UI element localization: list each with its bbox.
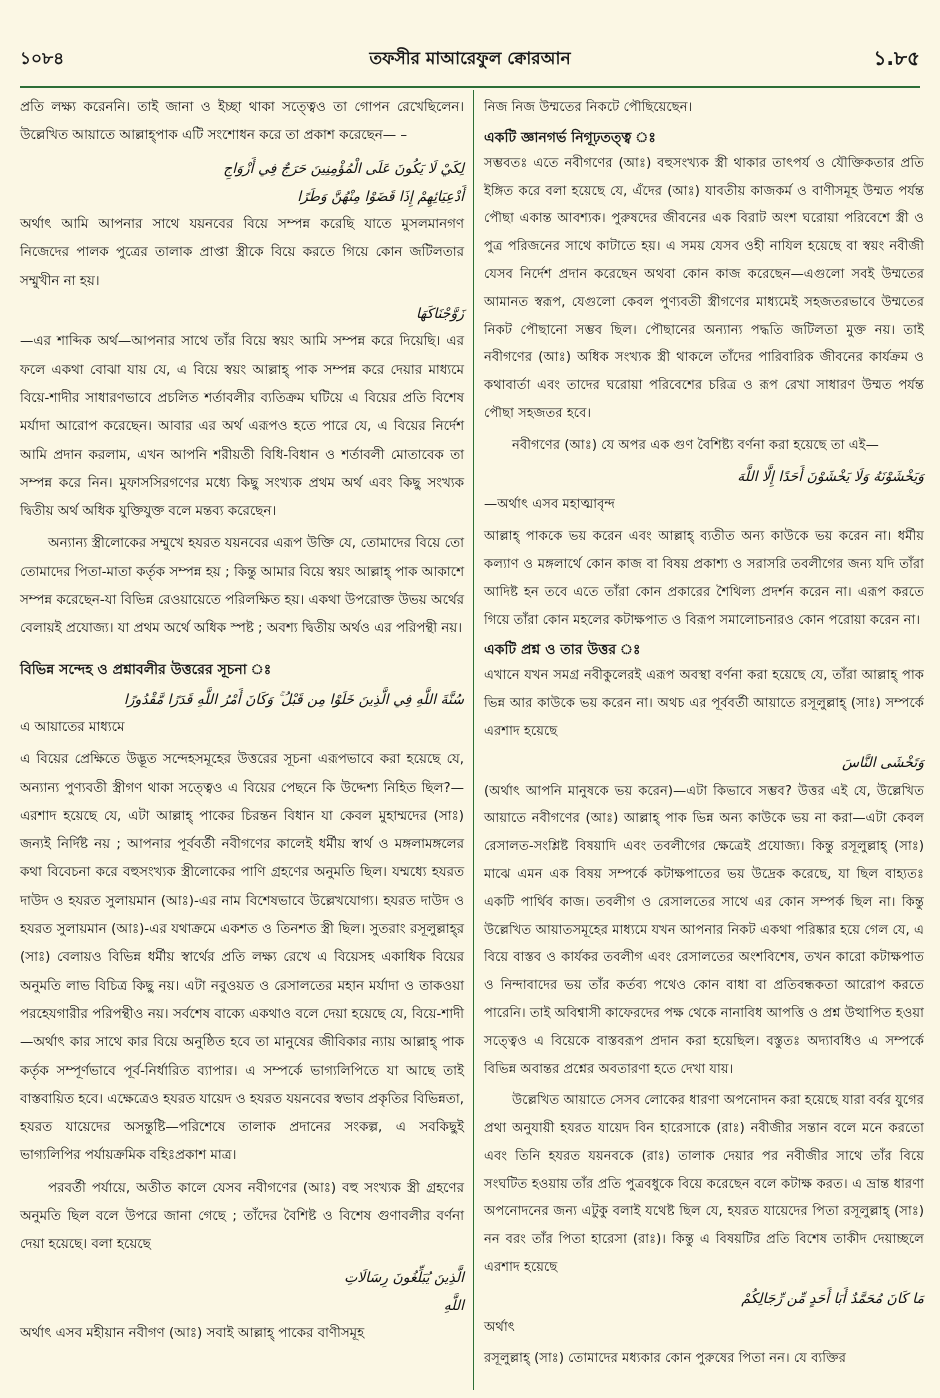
heading-wisdom: একটি জ্ঞানগর্ভ নিগূঢ়তত্ত্ব ঃ	[484, 129, 656, 146]
right-paragraph-6: (অর্থাৎ আপনি মানুষকে ভয় করেন)—এটা কিভাবে সম্ভব? উত্তর এই যে, উল্লেখিত আয়াতে নবীগণের (আঃ) আল্লাহ্‌ পাক ভিন্ন অন্য কাউকে ভয় না করা—এটা কেবল রেসালত-সংশ্লিষ্ট বিষয়াদি এবং তবলীগের ক্ষেত্রেই প্রযোজ্য। কিন্তু রসূলুল্লাহ্‌ (সাঃ) মাঝে এমন এক বিষয় সম্পর্কে কটাক্ষপাতের ভয় উদ্রেক করেছে, যা ছিল বাহ্যতঃ একটি পার্থিব কাজ। তবলীগ ও রেসালতের সাথে এর কোন সম্পর্ক ছিল না। কিন্তু উল্লেখিত আয়াতসমূহের মাধ্যমে যখন আপনার নিকট একথা পরিষ্কার হয়ে গেল যে, এ বিয়ে বাস্তব ও কার্যকর তবলীগ এবং রেসালতের অংশবিশেষ, তখন কারো কটাক্ষপাত ও নিন্দাবাদের ভয় তাঁর কর্তব্য পথেও কোন বাধা বা প্রতিবন্ধকতা আরোপ করতে পারেনি। তাই অবিশ্বাসী কাফেরদের পক্ষ থেকে নানাবিধ আপত্তি ও প্রশ্ন উত্থাপিত হওয়া সত্ত্বেও এ বিয়েকে বাস্তবরূপ প্রদান করা হয়েছিল। বস্তুতঃ অদ্যাবধিও এ সম্পর্কে বিভিন্ন অবান্তর প্রশ্নের অবতারণা হতে দেখা যায়।	[484, 783, 924, 1077]
arabic-verse-2: أَدْعِيَائِهِمْ إِذَا قَضَوْا مِنْهُنَّ وَطَرًا	[297, 188, 464, 205]
right-paragraph-4: আল্লাহ্‌ পাককে ভয় করেন এবং আল্লাহ্‌ ব্যতীত অন্য কাউকে ভয় করেন না। ধর্মীয় কল্যাণ ও মঙ্গলার্থে কোন কাজ বা বিষয় প্রকাশ্য ও সরাসরি তবলীগের জন্য যদি তাঁরা আদিষ্ট হন তবে এতে তাঁরা কোন প্রকারের শৈথিল্য প্রদর্শন করেন না। এরূপ করতে গিয়ে তাঁরা কোন মহলের কটাক্ষপাত ও বিরূপ সমালোচনারও কোন পরোয়া করেন না।	[484, 529, 924, 628]
right-paragraph-4a: —অর্থাৎ এসব মহাত্মাবৃন্দ	[484, 497, 616, 513]
right-paragraph-1: নিজ নিজ উম্মতের নিকটে পৌছিয়েছেন।	[484, 100, 693, 115]
left-paragraph-7: অর্থাৎ এসব মহীয়ান নবীগণ (আঃ) সবাই আল্লাহ্‌ পাকের বাণীসমূহ	[20, 1326, 365, 1342]
section-heading-doubts: বিভিন্ন সন্দেহ ও প্রশ্নাবলীর উত্তরের সূচনা ঃ	[20, 661, 272, 678]
right-paragraph-8a: অর্থাৎ	[484, 1319, 515, 1335]
left-column	[20, 94, 464, 1352]
arabic-verse-9: مَا كَانَ مُحَمَّدٌ أَبَا أَحَدٍ مِّن رِّجَالِكُمْ	[741, 1290, 924, 1307]
arabic-verse-8: وَتَخْشَى النَّاسَ	[841, 754, 924, 771]
arabic-verse-7: وَيَخْشَوْنَهُ وَلَا يَخْشَوْنَ أَحَدًا إِلَّا اللَّهَ	[737, 468, 924, 485]
left-paragraph-5a: এ আয়াতের মাধ্যমে	[20, 719, 125, 735]
arabic-verse-4: سُنَّةَ اللَّهِ فِي الَّذِينَ خَلَوْا مِن قَبْلُ ۚ وَكَانَ أَمْرُ اللَّهِ قَدَرًا مَّقْدُورًا	[123, 691, 464, 708]
arabic-verse-3: زَوَّجْنَاكَهَا	[415, 306, 464, 323]
right-column	[484, 94, 924, 1377]
header-rule	[20, 86, 920, 88]
left-paragraph-6: পরবর্তী পর্যায়ে, অতীত কালে যেসব নবীগণের (আঃ) বহু সংখ্যক স্ত্রী গ্রহণের অনুমতি ছিল বলে উপরে জানা গেছে ; তাঁদের বৈশিষ্ট ও বিশেষ গুণাবলীর বর্ণনা দেয়া হয়েছে। বলা হয়েছে	[20, 1180, 464, 1253]
right-paragraph-8: রসূলুল্লাহ্‌ (সাঃ) তোমাদের মধ্যকার কোন পুরুষের পিতা নন। যে ব্যক্তির	[484, 1351, 847, 1367]
heading-question: একটি প্রশ্ন ও তার উত্তর ঃ	[484, 642, 641, 659]
left-paragraph-5: এ বিয়ের প্রেক্ষিতে উদ্ভূত সন্দেহসমূহের উত্তরের সূচনা এরূপভাবে করা হয়েছে যে, অন্যান্য পুণ্যবতী স্ত্রীগণ থাকা সত্ত্বেও এ বিয়ের পেছনে কি উদ্দেশ্য নিহিত ছিল?—এরশাদ হয়েছে যে, এটা আল্লাহ্‌ পাকের চিরন্তন বিধান যা কেবল মুহাম্মদের (সাঃ) জন্যই নির্দিষ্ট নয় ; আপনার পূর্ববর্তী নবীগণের কালেই ধর্মীয় স্বার্থ ও মঙ্গলামঙ্গলের কথা বিবেচনা করে বহুসংখ্যক স্ত্রীলোকের পাণি গ্রহণের অনুমতি ছিল। যম্মধ্যে হযরত দাউদ ও হযরত সুলায়মান (আঃ)-এর নাম বিশেষভাবে উল্লেখযোগ্য। হযরত দাউদ ও হযরত সুলায়মান (আঃ)-এর যথাক্রমে একশত ও তিনশত স্ত্রী ছিল। সুতরাং রসূলুল্লাহ্‌র (সাঃ) বেলায়ও বিভিন্ন ধর্মীয় স্বার্থের প্রতি লক্ষ্য রেখে এ বিয়েসহ একাধিক বিয়ের অনুমতি লাভ বিচিত্র কিছু নয়। এটা নবুওয়ত ও রেসালতের মহান মর্যাদা ও তাকওয়া পরহেযগারীর পরিপন্থীও নয়। সর্বশেষ বাক্যে একথাও বলে দেয়া হয়েছে যে, বিয়ে-শাদী—অর্থাৎ কার সাথে কার বিয়ে অনুষ্ঠিত হবে তা মানুষের জীবিকার ন্যায় আল্লাহ্‌ পাক কর্তৃক সম্পূর্ণভাবে পূর্ব-নির্ধারিত ব্যাপার। এ সম্পর্কে ভাগ্যলিপিতে যা আছে তাই বাস্তবায়িত হবে। এক্ষেত্রেও হযরত যায়েদ ও হযরত যয়নবের স্বভাব প্রকৃতির বিভিন্নতা, হযরত যায়েদের অসন্তুষ্টি—পরিশেষে তালাক প্রদানের সংকল্প, এ সবকিছুই ভাগ্যলিপির পর্যায়ক্রমিক বহিঃপ্রকাশ মাত্র।	[20, 752, 464, 1164]
left-paragraph-2: অর্থাৎ আমি আপনার সাথে যয়নবের বিয়ে সম্পন্ন করেছি যাতে মুসলমানগণ নিজেদের পালক পুত্রের তালাক প্রাপ্তা স্ত্রীকে বিয়ে করতে গিয়ে কোন জটিলতার সম্মুখীন না হয়।	[20, 217, 464, 289]
column-divider	[473, 90, 474, 1390]
arabic-verse-1: لِكَيْ لَا يَكُونَ عَلَى الْمُؤْمِنِينَ حَرَجٌ فِي أَزْوَاجِ	[223, 160, 464, 177]
page-number-left: ১০৮৪	[20, 49, 65, 69]
page-number-right: ১.৮৫	[873, 46, 920, 70]
left-paragraph-1: প্রতি লক্ষ্য করেননি। তাই জানা ও ইচ্ছা থাকা সত্ত্বেও তা গোপন রেখেছিলেন। উল্লেখিত আয়াতে আল্লাহ্‌পাক এটি সংশোধন করে তা প্রকাশ করেছেন— –	[20, 100, 464, 144]
right-paragraph-2: সম্ভবতঃ এতে নবীগণের (আঃ) বহুসংখ্যক স্ত্রী থাকার তাৎপর্য ও যৌক্তিকতার প্রতি ইঙ্গিত করে বলা হয়েছে যে, এঁদের (আঃ) যাবতীয় কাজকর্ম ও বাণীসমূহ উম্মত পর্যন্ত পৌছা একান্ত আবশ্যক। পুরুষদের জীবনের এক বিরাট অংশ ঘরোয়া পরিবেশে স্ত্রী ও পুত্র পরিজনের সাথে কাটাতে হয়। এ সময় যেসব ওহী নাযিল হয়েছে বা স্বয়ং নবীজী যেসব নির্দেশ প্রদান করেছেন অথবা কোন কাজ করেছেন—এগুলো সবই উম্মতের আমানত স্বরূপ, যেগুলো কেবল পুণ্যবতী স্ত্রীগণের মাধ্যমেই সহজতরভাবে উম্মতের নিকট পৌছানো সম্ভব ছিল। পৌছানের অন্যান্য পদ্ধতি জটিলতা মুক্ত নয়। তাই নবীগণের (আঃ) অধিক সংখ্যক স্ত্রী থাকলে তাঁদের পারিবারিক জীবনের কার্যক্রম ও কথাবার্তা এবং তাদের ঘরোয়া পরিবেশের চরিত্র ও রূপ রেখা সাধারণ উম্মত পর্যন্ত পৌছা সহজতর হবে।	[484, 155, 924, 421]
arabic-verse-6: اللَّهِ	[443, 1297, 464, 1314]
book-title: তফসীর মাআরেফুল ক্বোরআন	[369, 49, 571, 69]
left-paragraph-4: অন্যান্য স্ত্রীলোকের সম্মুখে হযরত যয়নবের এরূপ উক্তি যে, তোমাদের বিয়ে তো তোমাদের পিতা-মাতা কর্তৃক সম্পন্ন হয় ; কিন্তু আমার বিয়ে স্বয়ং আল্লাহ্‌ পাক আকাশে সম্পন্ন করেছেন-যা বিভিন্ন রেওয়ায়েতে পরিলক্ষিত হয়। একথা উপরোক্ত উভয় অর্থের বেলায়ই প্রযোজ্য। যা প্রথম অর্থে অধিক স্পষ্ট ; অবশ্য দ্বিতীয় অর্থও এর পরিপন্থী নয়।	[20, 536, 464, 637]
page-header	[0, 40, 940, 80]
right-paragraph-5: এখানে যখন সমগ্র নবীকুলেরই এরূপ অবস্থা বর্ণনা করা হয়েছে যে, তাঁরা আল্লাহ্‌ পাক ভিন্ন আর কাউকে ভয় করেন না। অথচ এর পূর্ববর্তী আয়াতে রসূলুল্লাহ্‌ (সাঃ) সম্পর্কে এরশাদ হয়েছে	[484, 668, 924, 739]
left-paragraph-3: —এর শাব্দিক অর্থ—আপনার সাথে তাঁর বিয়ে স্বয়ং আমি সম্পন্ন করে দিয়েছি। এর ফলে একথা বোঝা যায় যে, এ বিয়ে স্বয়ং আল্লাহ্‌ পাক সম্পন্ন করে দেয়ার মাধ্যমে বিয়ে-শাদীর সাধারণভাবে প্রচলিত শর্তাবলীর ব্যতিক্রম ঘটিয়ে এ বিয়ের প্রতি বিশেষ মর্যাদা আরোপ করেছেন। আবার এর অর্থ এরূপও হতে পারে যে, এ বিয়ের নির্দেশ আমি প্রদান করলাম, এখন আপনি শরীয়তী বিধি-বিধান ও শর্তাবলী মোতাবেক তা সম্পন্ন করে নিন। মুফাসসিরগণের মধ্যে কিছু সংখ্যক প্রথম অর্থ এবং কিছু সংখ্যক দ্বিতীয় অর্থ অধিক যুক্তিযুক্ত বলে মন্তব্য করেছেন।	[20, 334, 464, 520]
right-paragraph-7: উল্লেখিত আয়াতে সেসব লোকের ধারণা অপনোদন করা হয়েছে যারা বর্বর যুগের প্রথা অনুযায়ী হযরত যায়েদ বিন হারেসাকে (রাঃ) নবীজীর সন্তান বলে মনে করতো এবং তিনি হযরত যয়নবকে (রাঃ) তালাক দেয়ার পর নবীজীর সাথে তাঁর বিয়ে সংঘটিত হওয়ায় তাঁর প্রতি পুত্রবধুকে বিয়ে করেছেন বলে কটাক্ষ করত। এ ভ্রান্ত ধারণা অপনোদনের জন্য এটুকু বলাই যথেষ্ট ছিল যে, হযরত যায়েদের পিতা রসূলুল্লাহ্‌ (সাঃ) নন বরং তাঁর পিতা হারেসা (রাঃ)। কিন্তু এ বিষয়টির প্রতি বিশেষ তাকীদ দেয়াচ্ছলে এরশাদ হয়েছে	[484, 1093, 924, 1276]
arabic-verse-5: الَّذِينَ يُبَلِّغُونَ رِسَالَاتِ	[344, 1269, 464, 1286]
right-paragraph-3: নবীগণের (আঃ) যে অপর এক গুণ বৈশিষ্ট্য বর্ণনা করা হয়েছে তা এই—	[512, 437, 879, 453]
